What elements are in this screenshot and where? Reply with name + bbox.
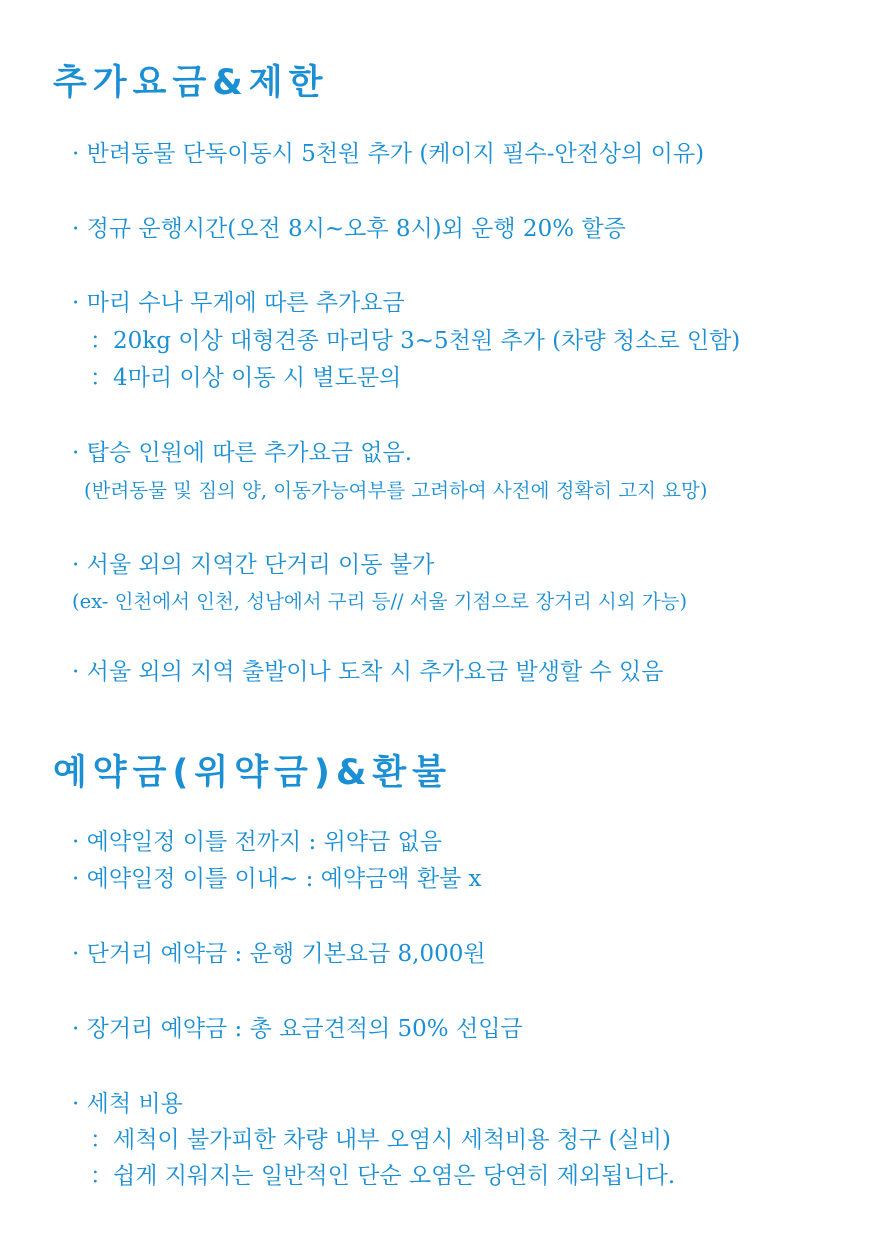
surcharge-passengers-note: (반려동물 및 짐의 양, 이동가능여부를 고려하여 사전에 정확히 고지 요망) bbox=[84, 479, 708, 502]
section-heading-deposit: 예약금(위약금)&환불 bbox=[53, 753, 452, 793]
surcharge-count-weight: · 마리 수나 무게에 따른 추가요금 bbox=[72, 290, 405, 316]
deposit-short-distance: · 단거리 예약금 : 운행 기본요금 8,000원 bbox=[72, 941, 486, 967]
deposit-cleaning-charge: ：세척이 불가피한 차량 내부 오염시 세척비용 청구 (실비) bbox=[90, 1127, 671, 1153]
surcharge-solo-pet: · 반려동물 단독이동시 5천원 추가 (케이지 필수-안전상의 이유) bbox=[72, 141, 705, 167]
deposit-within-two-days: · 예약일정 이틀 이내~ : 예약금액 환불 x bbox=[72, 866, 482, 892]
section-heading-surcharge: 추가요금&제한 bbox=[53, 63, 329, 103]
surcharge-four-pets: ：4마리 이상 이동 시 별도문의 bbox=[90, 365, 402, 391]
surcharge-short-distance: · 서울 외의 지역간 단거리 이동 불가 bbox=[72, 552, 435, 578]
surcharge-outside-seoul: · 서울 외의 지역 출발이나 도착 시 추가요금 발생할 수 있음 bbox=[72, 659, 664, 685]
deposit-cleaning-cost: · 세척 비용 bbox=[72, 1091, 183, 1117]
surcharge-night: · 정규 운행시간(오전 8시~오후 8시)외 운행 20% 할증 bbox=[72, 216, 626, 242]
surcharge-passengers: · 탑승 인원에 따른 추가요금 없음. bbox=[72, 440, 413, 466]
deposit-two-days-before: · 예약일정 이틀 전까지 : 위약금 없음 bbox=[72, 829, 442, 855]
surcharge-large-breed: ：20kg 이상 대형견종 마리당 3~5천원 추가 (차량 청소로 인함) bbox=[90, 328, 741, 354]
deposit-long-distance: · 장거리 예약금 : 총 요금견적의 50% 선입금 bbox=[72, 1016, 523, 1042]
deposit-cleaning-exception: ：쉽게 지워지는 일반적인 단순 오염은 당연히 제외됩니다. bbox=[90, 1163, 676, 1189]
surcharge-short-distance-note: (ex- 인천에서 인천, 성남에서 구리 등// 서울 기점으로 장거리 시외 가능) bbox=[72, 590, 688, 613]
